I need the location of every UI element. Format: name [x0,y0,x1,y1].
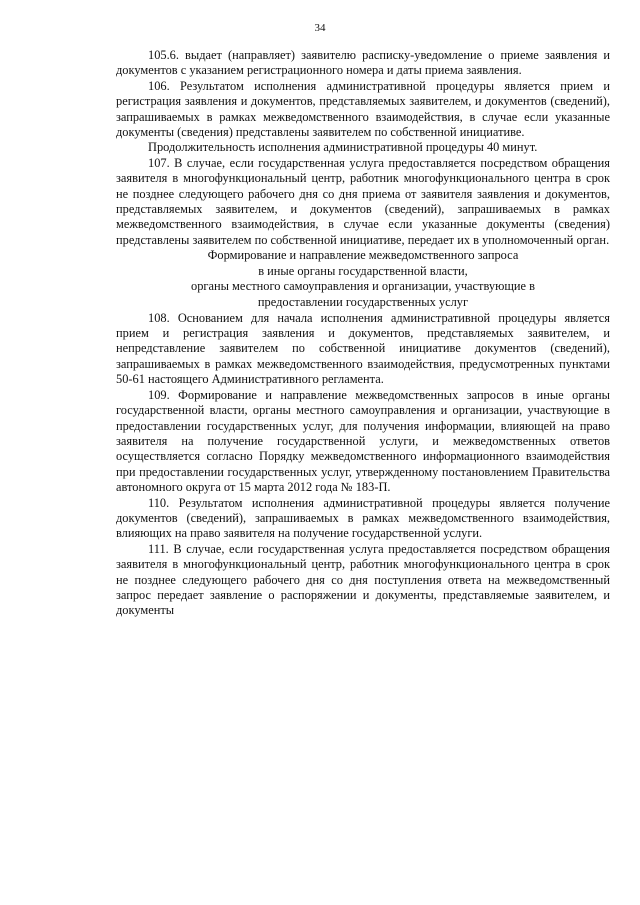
section-heading-line-4: предоставлении государственных услуг [257,295,469,310]
paragraph-duration: Продолжительность исполнения административной процедуры 40 минут. [148,140,538,155]
page-number: 34 [314,22,326,34]
paragraph-110: 110. Результатом исполнения административной процедуры является получение документов (сведений), запрашиваемых в рамках межведомственного взаимодействия, влияющих на право заявителя на получение государственной услуги. [116,495,610,541]
paragraph-109: 109. Формирование и направление межведомственных запросов в иные органы государственной власти, органы местного самоуправления и организации, участвующие в предоставлении государственных услуг, для получения информации, влияющей на право заявителя на получение государственной услуги, и межведомственных ответов осуществляется согласно Порядку межведомственного информационного взаимодействия при предоставлении государственных услуг, утвержденному постановлением Правительства автономного округа от 15 марта 2012 года № 183-П. [116,387,610,495]
paragraph-108: 108. Основанием для начала исполнения административной процедуры является прием и регистрация заявления и документов, представляемых заявителем, и непредставление заявителем по собственной инициативе документов (сведений), запрашиваемых в рамках межведомственного взаимодействия, предусмотренных пунктами 50-61 настоящего Административного регламента. [116,310,610,387]
section-heading-line-1: Формирование и направление межведомственного запроса [207,248,519,263]
paragraph-107: 107. В случае, если государственная услуга предоставляется посредством обращения заявителя в многофункциональный центр, работник многофункционального центра в срок не позднее следующего рабочего дня со дня приема от заявителя заявления и документов, представляемых заявителем, и документов (сведений), запрашиваемых в рамках межведомственного взаимодействия, в случае если указанные документы (сведения) представлены заявителем по собственной инициативе, передает их в уполномоченный орган. [116,155,610,247]
section-heading [116,248,610,310]
section-heading-line-3: органы местного самоуправления и организации, участвующие в [191,279,535,294]
document-body [116,48,610,619]
paragraph-106: 106. Результатом исполнения административной процедуры является прием и регистрация заявления и документов, представляемых заявителем, и документов (сведений), запрашиваемых в рамках межведомственного взаимодействия, в случае если указанные документы (сведения) представлены заявителем по собственной инициативе. [116,78,610,140]
paragraph-111: 111. В случае, если государственная услуга предоставляется посредством обращения заявителя в многофункциональный центр, работник многофункционального центра в срок не позднее следующего рабочего дня со дня поступления ответа на межведомственный запрос передает заявление о распоряжении и документы, представляемые заявителем, и документы [116,541,610,618]
paragraph-105-6: 105.6. выдает (направляет) заявителю расписку-уведомление о приеме заявления и документов с указанием регистрационного номера и даты приема заявления. [116,48,610,78]
section-heading-line-2: в иные органы государственной власти, [258,263,468,278]
